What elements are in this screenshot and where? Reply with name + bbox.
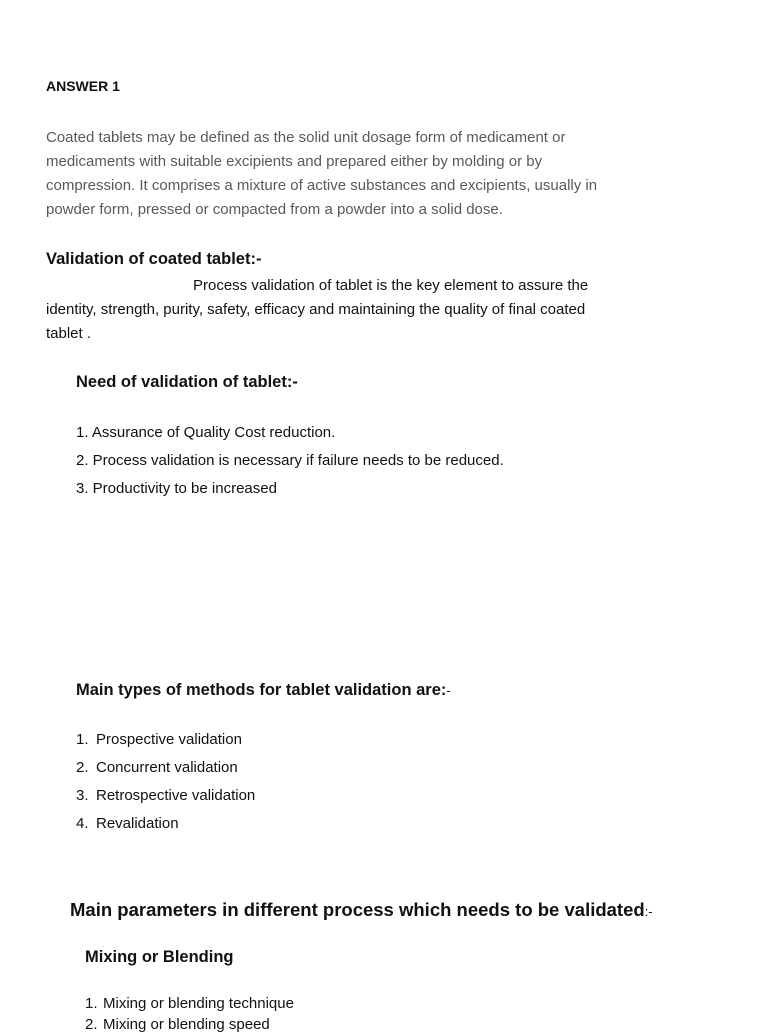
validation-heading: Validation of coated tablet:- bbox=[46, 250, 262, 268]
list-item: Prospective validation bbox=[96, 731, 242, 748]
list-item-number: 2. bbox=[76, 759, 89, 776]
validation-line: identity, strength, purity, safety, efficacy and maintaining the quality of final coated bbox=[46, 301, 586, 318]
methods-heading-suffix: - bbox=[446, 683, 451, 698]
validation-line: tablet . bbox=[46, 325, 92, 342]
list-item-number: 4. bbox=[76, 815, 89, 832]
list-item: 3. Productivity to be increased bbox=[76, 480, 277, 497]
intro-line: medicaments with suitable excipients and prepared either by molding or by bbox=[46, 153, 543, 170]
list-item-number: 1. bbox=[76, 731, 89, 748]
list-item-number: 1. bbox=[85, 995, 98, 1012]
intro-line: powder form, pressed or compacted from a powder into a solid dose. bbox=[46, 201, 503, 218]
list-item: 2. Process validation is necessary if failure needs to be reduced. bbox=[76, 452, 504, 469]
params-heading bbox=[70, 899, 653, 921]
params-heading-suffix: :- bbox=[644, 904, 653, 919]
list-item: Mixing or blending technique bbox=[103, 995, 294, 1012]
need-heading: Need of validation of tablet:- bbox=[76, 373, 298, 391]
list-item: 1. Assurance of Quality Cost reduction. bbox=[76, 424, 336, 441]
intro-line: Coated tablets may be defined as the solid unit dosage form of medicament or bbox=[46, 129, 566, 146]
methods-heading bbox=[76, 681, 451, 700]
list-item: Mixing or blending speed bbox=[103, 1016, 270, 1033]
list-item: Retrospective validation bbox=[96, 787, 256, 804]
list-item-number: 2. bbox=[85, 1016, 98, 1033]
list-item: Revalidation bbox=[96, 815, 179, 832]
answer-title: ANSWER 1 bbox=[46, 78, 120, 94]
params-heading-text: Main parameters in different process which needs to be validated bbox=[70, 899, 645, 920]
list-item: Concurrent validation bbox=[96, 759, 238, 776]
mixing-heading: Mixing or Blending bbox=[85, 948, 234, 966]
intro-line: compression. It comprises a mixture of active substances and excipients, usually in bbox=[46, 177, 598, 194]
list-item-number: 3. bbox=[76, 787, 89, 804]
intro-paragraph bbox=[46, 126, 666, 222]
validation-line: Process validation of tablet is the key element to assure the bbox=[193, 277, 589, 294]
methods-heading-text: Main types of methods for tablet validation are: bbox=[76, 681, 447, 699]
